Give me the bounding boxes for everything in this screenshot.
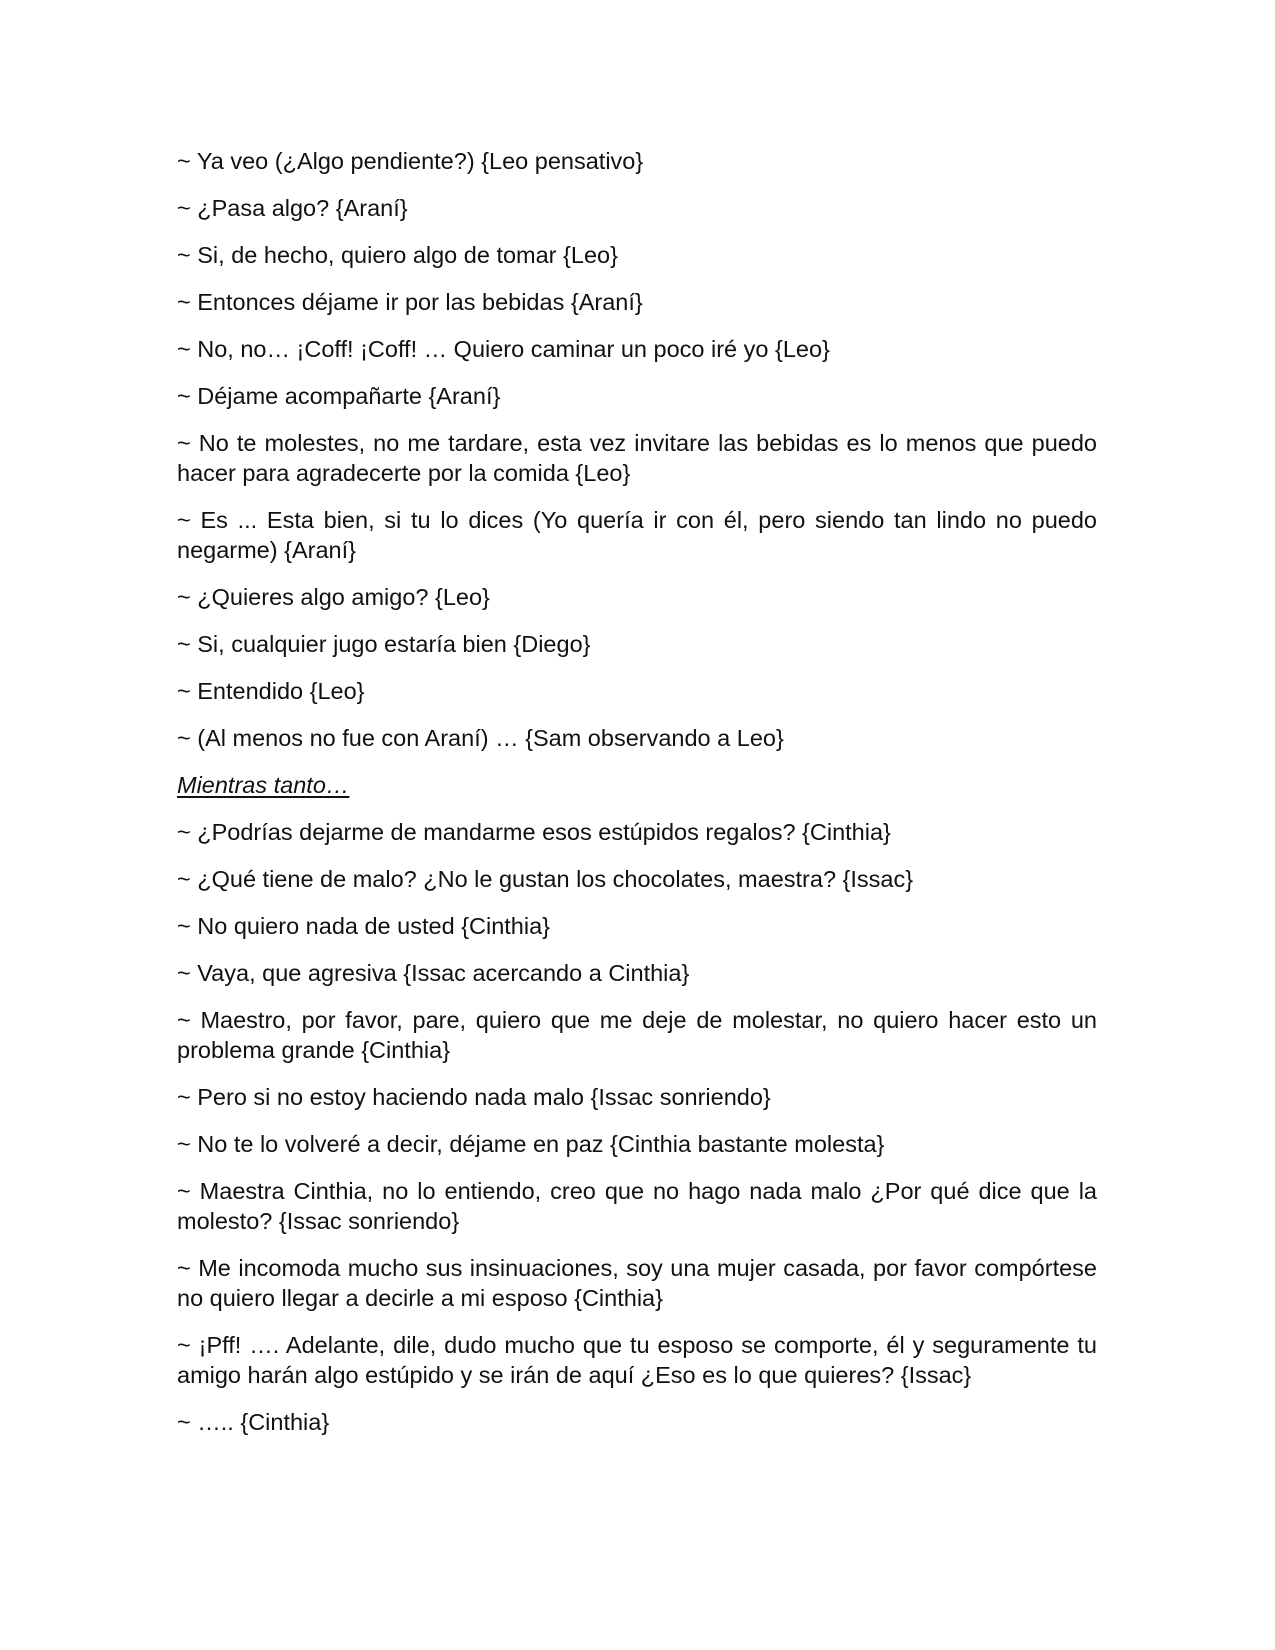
- dialogue-line: ~ ¿Podrías dejarme de mandarme esos estúpidos regalos? {Cinthia}: [177, 819, 891, 845]
- dialogue-line: ~ Pero si no estoy haciendo nada malo {Issac sonriendo}: [177, 1084, 771, 1110]
- dialogue-line: ~ No te molestes, no me tardare, esta vez invitare las bebidas es lo menos que puedo hacer para agradecerte por la comida {Leo}: [177, 430, 1097, 486]
- dialogue-line: ~ ¿Pasa algo? {Araní}: [177, 195, 408, 221]
- dialogue-line: ~ Si, de hecho, quiero algo de tomar {Leo}: [177, 242, 618, 268]
- dialogue-line: ~ Ya veo (¿Algo pendiente?) {Leo pensativo}: [177, 148, 644, 174]
- dialogue-line: ~ No te lo volveré a decir, déjame en paz {Cinthia bastante molesta}: [177, 1131, 885, 1157]
- dialogue-line: ~ ¡Pff! …. Adelante, dile, dudo mucho que tu esposo se comporte, él y seguramente tu amigo harán algo estúpido y se irán de aquí ¿Eso es lo que quieres? {Issac}: [177, 1332, 1097, 1388]
- document-page: [177, 146, 1097, 1454]
- dialogue-line: ~ Me incomoda mucho sus insinuaciones, soy una mujer casada, por favor compórtese no quiero llegar a decirle a mi esposo {Cinthia}: [177, 1255, 1097, 1311]
- dialogue-line: ~ No quiero nada de usted {Cinthia}: [177, 913, 551, 939]
- dialogue-line: ~ (Al menos no fue con Araní) … {Sam observando a Leo}: [177, 725, 784, 751]
- dialogue-line: ~ Déjame acompañarte {Araní}: [177, 383, 501, 409]
- dialogue-line: ~ ¿Qué tiene de malo? ¿No le gustan los chocolates, maestra? {Issac}: [177, 866, 914, 892]
- dialogue-line: ~ ¿Quieres algo amigo? {Leo}: [177, 584, 490, 610]
- dialogue-line: ~ Es ... Esta bien, si tu lo dices (Yo quería ir con él, pero siendo tan lindo no puedo negarme) {Araní}: [177, 507, 1097, 563]
- dialogue-line: ~ Maestro, por favor, pare, quiero que me deje de molestar, no quiero hacer esto un problema grande {Cinthia}: [177, 1007, 1097, 1063]
- dialogue-line: ~ Si, cualquier jugo estaría bien {Diego}: [177, 631, 591, 657]
- dialogue-line: ~ No, no… ¡Coff! ¡Coff! … Quiero caminar un poco iré yo {Leo}: [177, 336, 830, 362]
- dialogue-line: ~ Maestra Cinthia, no lo entiendo, creo que no hago nada malo ¿Por qué dice que la molesto? {Issac sonriendo}: [177, 1178, 1097, 1234]
- dialogue-line: ~ Entonces déjame ir por las bebidas {Araní}: [177, 289, 643, 315]
- dialogue-line: ~ Entendido {Leo}: [177, 678, 365, 704]
- scene-transition: Mientras tanto…: [177, 772, 350, 798]
- dialogue-line: ~ Vaya, que agresiva {Issac acercando a Cinthia}: [177, 960, 690, 986]
- dialogue-line: ~ ….. {Cinthia}: [177, 1409, 330, 1435]
